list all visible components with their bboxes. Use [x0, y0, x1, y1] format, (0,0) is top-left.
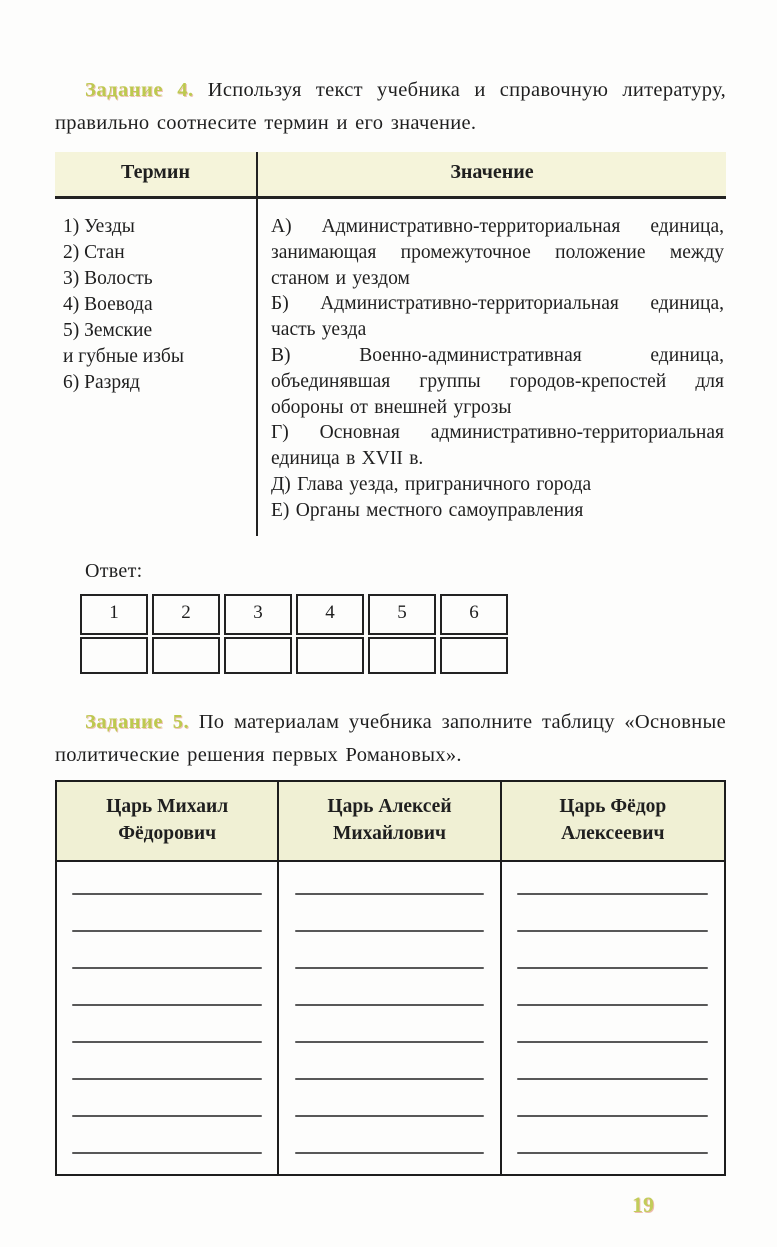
task5-heading — [55, 706, 726, 772]
fill-in-line — [295, 1115, 484, 1117]
fill-in-line — [295, 967, 484, 969]
fill-in-line — [295, 1152, 484, 1154]
task5-instruction: По материалам учебника заполните таблицу «Основные политические решения первых Романовых». — [55, 710, 726, 766]
answer-grid-number-cell: 5 — [368, 594, 436, 635]
answer-grid-number-cell: 2 — [152, 594, 220, 635]
fill-in-line — [72, 1152, 261, 1154]
term-item: 6) Разряд — [63, 372, 140, 393]
fill-in-column-aleksey — [279, 862, 501, 1174]
answer-grid-number-cell: 6 — [440, 594, 508, 635]
task5-label: Задание 5. — [85, 710, 190, 733]
term-item: 2) Стан — [63, 242, 125, 263]
answer-grid-blank-cell — [224, 637, 292, 674]
fill-in-line — [295, 1041, 484, 1043]
page-number: 19 — [632, 1191, 654, 1217]
term-meaning-table — [55, 152, 726, 536]
fill-in-line — [72, 1078, 261, 1080]
fill-in-line — [517, 1004, 708, 1006]
answer-grid-blank-cell — [368, 637, 436, 674]
answer-grid-blank-cell — [296, 637, 364, 674]
term-item: 1) Уезды — [63, 216, 135, 237]
fill-in-line — [72, 930, 261, 932]
fill-in-line — [72, 1041, 261, 1043]
meaning-item: Г) Основная административно-территориальная единица в XVII в. — [271, 422, 724, 470]
fill-in-line — [295, 1078, 484, 1080]
fill-in-line — [517, 1115, 708, 1117]
answer-grid — [76, 592, 512, 676]
term-item-continuation: и губные избы — [63, 346, 184, 367]
fill-in-line — [72, 893, 261, 895]
answer-grid-blank-cell — [80, 637, 148, 674]
fill-in-line — [295, 1004, 484, 1006]
term-item: 3) Волость — [63, 268, 153, 289]
meaning-item: В) Военно-административная единица, объединявшая группы городов-крепостей для обороны от внешней угрозы — [271, 344, 724, 418]
fill-in-line — [295, 930, 484, 932]
fill-in-line — [517, 1041, 708, 1043]
column-header-aleksey: Царь Алексей Михайлович — [279, 782, 501, 862]
answer-grid-blank-row — [80, 637, 508, 674]
task4-instruction: Используя текст учебника и справочную литературу, правильно соотнесите термин и его значение. — [55, 79, 726, 134]
task4-label: Задание 4. — [85, 79, 194, 101]
fill-in-line — [72, 1004, 261, 1006]
fill-in-line — [72, 1115, 261, 1117]
fill-in-line — [295, 893, 484, 895]
fill-in-column-mikhail — [57, 862, 279, 1174]
meaning-item: Д) Глава уезда, приграничного города — [271, 473, 592, 495]
meaning-item: Е) Органы местного самоуправления — [271, 499, 584, 521]
meaning-item: А) Административно-территориальная единица, занимающая промежуточное положение между станом и уездом — [271, 216, 724, 289]
answer-grid-number-cell: 3 — [224, 594, 292, 635]
term-item: 5) Земские — [63, 320, 153, 341]
task4-heading — [55, 74, 726, 140]
column-header-fyodor: Царь Фёдор Алексеевич — [502, 782, 724, 862]
answer-grid-blank-cell — [440, 637, 508, 674]
meaning-item: Б) Административно-территориальная единица, часть уезда — [271, 293, 724, 341]
column-header-mikhail: Царь Михаил Фёдорович — [57, 782, 279, 862]
term-item: 4) Воевода — [63, 294, 153, 315]
fill-in-line — [517, 893, 708, 895]
answer-grid-blank-cell — [152, 637, 220, 674]
fill-in-line — [517, 1078, 708, 1080]
romanov-decisions-table — [55, 780, 726, 1176]
fill-in-line — [517, 930, 708, 932]
answer-grid-number-cell: 1 — [80, 594, 148, 635]
answer-grid-number-cell: 4 — [296, 594, 364, 635]
meaning-column-header: Значение — [258, 152, 726, 199]
meaning-list — [258, 199, 726, 536]
term-column-header: Термин — [55, 152, 258, 199]
answer-grid-number-row — [80, 594, 508, 635]
fill-in-line — [72, 967, 261, 969]
fill-in-line — [517, 967, 708, 969]
fill-in-line — [517, 1152, 708, 1154]
term-list — [55, 199, 258, 536]
fill-in-column-fyodor — [502, 862, 724, 1174]
answer-label: Ответ: — [85, 559, 143, 582]
